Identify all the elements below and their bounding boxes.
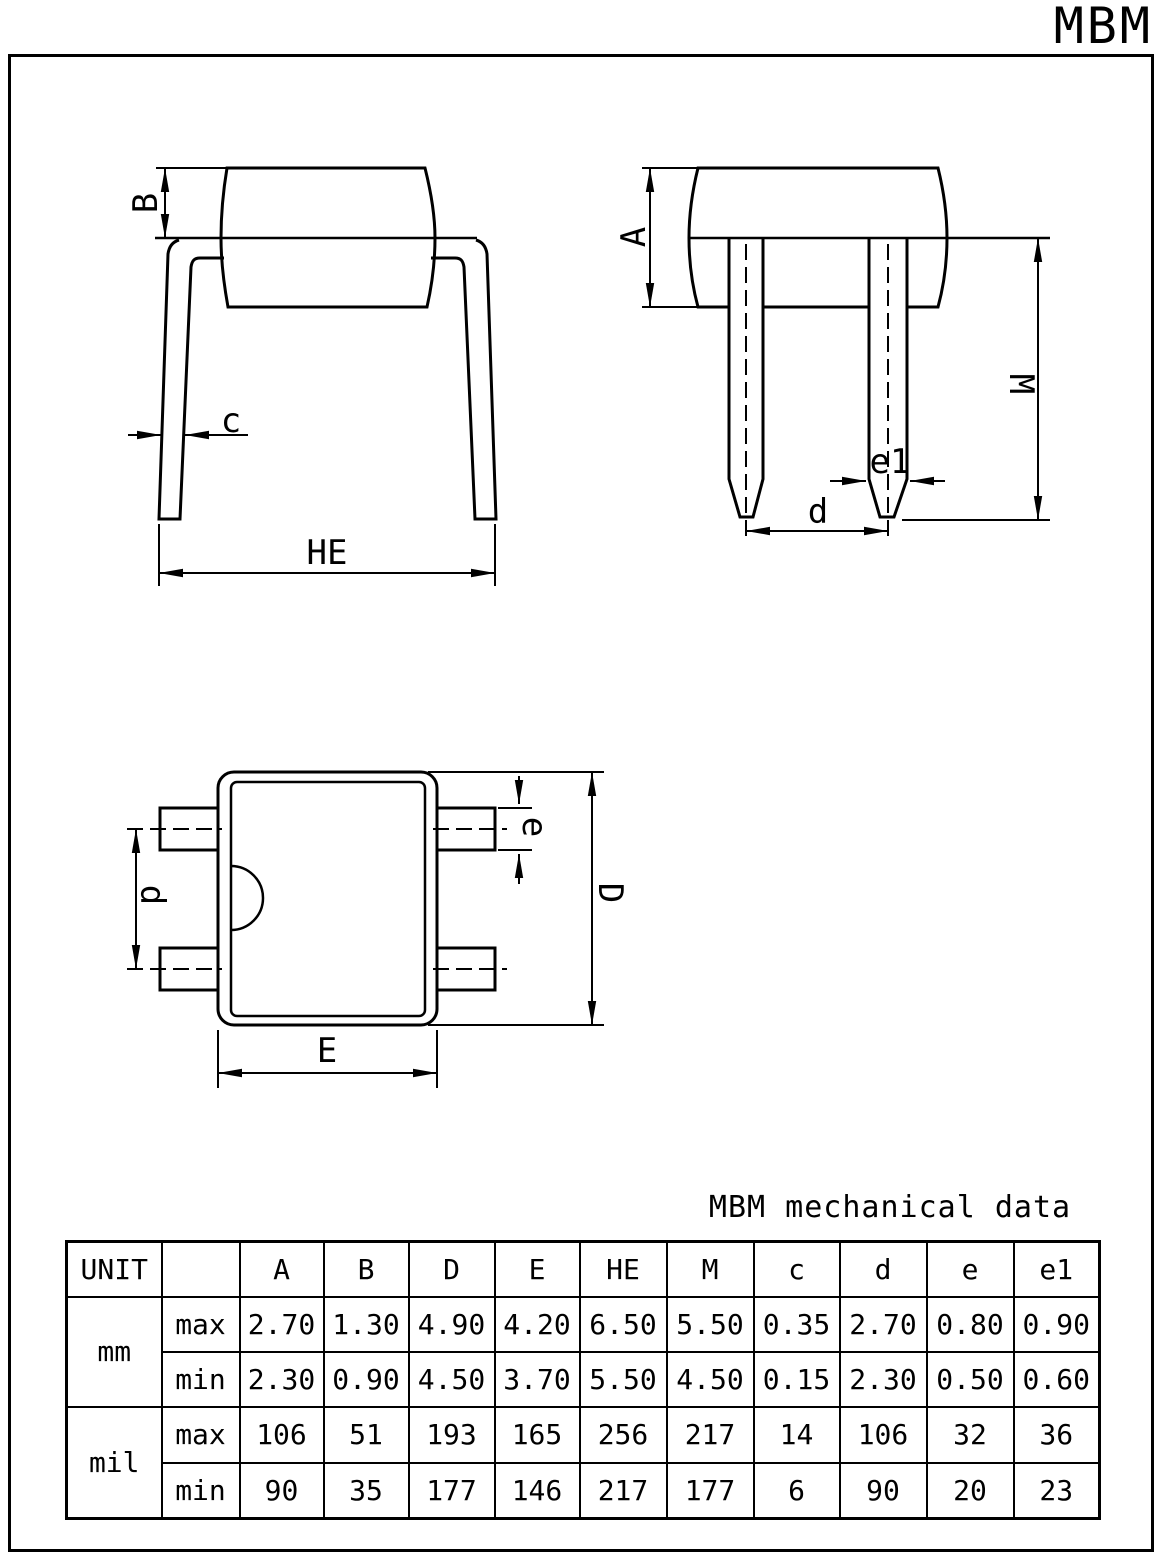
dim-label-b: B xyxy=(126,192,166,214)
value-cell: 2.30 xyxy=(840,1352,927,1407)
value-cell: 0.35 xyxy=(754,1297,840,1352)
page-title: MBM xyxy=(1053,0,1153,55)
value-cell: 2.70 xyxy=(240,1297,324,1352)
row-label-mil-min: min xyxy=(162,1463,240,1519)
value-cell: 90 xyxy=(840,1463,927,1519)
value-cell: 2.70 xyxy=(840,1297,927,1352)
col-header-e-small: e xyxy=(927,1242,1014,1297)
row-label-mil-max: max xyxy=(162,1407,240,1463)
value-cell: 6 xyxy=(754,1463,840,1519)
value-cell: 193 xyxy=(409,1407,495,1463)
blank-header-cell xyxy=(162,1242,240,1297)
side-view-drawing xyxy=(600,150,1070,550)
dim-label-m: M xyxy=(1001,373,1041,395)
value-cell: 0.80 xyxy=(927,1297,1014,1352)
col-header-c: c xyxy=(754,1242,840,1297)
value-cell: 217 xyxy=(667,1407,754,1463)
dim-label-he: HE xyxy=(306,533,348,573)
value-cell: 177 xyxy=(409,1463,495,1519)
value-cell: 0.90 xyxy=(324,1352,409,1407)
table-header-row xyxy=(67,1242,1100,1297)
col-header-e: E xyxy=(495,1242,580,1297)
value-cell: 90 xyxy=(240,1463,324,1519)
value-cell: 217 xyxy=(580,1463,667,1519)
dim-label-e: e xyxy=(514,816,554,838)
value-cell: 106 xyxy=(840,1407,927,1463)
table-row-mil-max xyxy=(67,1407,1100,1463)
value-cell: 14 xyxy=(754,1407,840,1463)
value-cell: 0.50 xyxy=(927,1352,1014,1407)
top-view-drawing xyxy=(110,740,630,1100)
value-cell: 35 xyxy=(324,1463,409,1519)
row-label-mm-max: max xyxy=(162,1297,240,1352)
unit-mm-cell: mm xyxy=(67,1297,162,1407)
value-cell: 1.30 xyxy=(324,1297,409,1352)
left-lead-front xyxy=(159,240,224,519)
value-cell: 36 xyxy=(1014,1407,1100,1463)
dim-label-dbig: D xyxy=(590,882,630,904)
value-cell: 5.50 xyxy=(580,1352,667,1407)
row-label-mm-min: min xyxy=(162,1352,240,1407)
dim-label-c: c xyxy=(220,401,242,441)
value-cell: 0.90 xyxy=(1014,1297,1100,1352)
mechanical-data-table xyxy=(65,1240,1101,1520)
value-cell: 6.50 xyxy=(580,1297,667,1352)
value-cell: 4.20 xyxy=(495,1297,580,1352)
value-cell: 4.50 xyxy=(409,1352,495,1407)
value-cell: 177 xyxy=(667,1463,754,1519)
value-cell: 165 xyxy=(495,1407,580,1463)
value-cell: 3.70 xyxy=(495,1352,580,1407)
value-cell: 2.30 xyxy=(240,1352,324,1407)
table-row-mil-min xyxy=(67,1463,1100,1519)
col-header-a: A xyxy=(240,1242,324,1297)
dim-label-a: A xyxy=(614,226,654,248)
value-cell: 20 xyxy=(927,1463,1014,1519)
col-header-b: B xyxy=(324,1242,409,1297)
col-header-d-small: d xyxy=(840,1242,927,1297)
table-row-mm-min xyxy=(67,1352,1100,1407)
value-cell: 256 xyxy=(580,1407,667,1463)
value-cell: 4.90 xyxy=(409,1297,495,1352)
dim-label-d-side: d xyxy=(807,492,829,532)
table-caption: MBM mechanical data xyxy=(708,1190,1072,1225)
right-lead-front xyxy=(431,240,496,519)
unit-header-cell: UNIT xyxy=(67,1242,162,1297)
col-header-e1: e1 xyxy=(1014,1242,1100,1297)
value-cell: 32 xyxy=(927,1407,1014,1463)
value-cell: 5.50 xyxy=(667,1297,754,1352)
value-cell: 106 xyxy=(240,1407,324,1463)
dim-label-d-top-view: d xyxy=(132,884,172,906)
value-cell: 0.15 xyxy=(754,1352,840,1407)
value-cell: 51 xyxy=(324,1407,409,1463)
dim-label-ebig: E xyxy=(316,1031,338,1071)
value-cell: 23 xyxy=(1014,1463,1100,1519)
col-header-m: M xyxy=(667,1242,754,1297)
value-cell: 4.50 xyxy=(667,1352,754,1407)
front-view-drawing xyxy=(110,150,520,600)
value-cell: 0.60 xyxy=(1014,1352,1100,1407)
package-outline-top xyxy=(218,772,437,1025)
col-header-he: HE xyxy=(580,1242,667,1297)
unit-mil-cell: mil xyxy=(67,1407,162,1519)
dim-label-e1: e1 xyxy=(869,442,911,482)
col-header-d: D xyxy=(409,1242,495,1297)
table-row-mm-max xyxy=(67,1297,1100,1352)
value-cell: 146 xyxy=(495,1463,580,1519)
